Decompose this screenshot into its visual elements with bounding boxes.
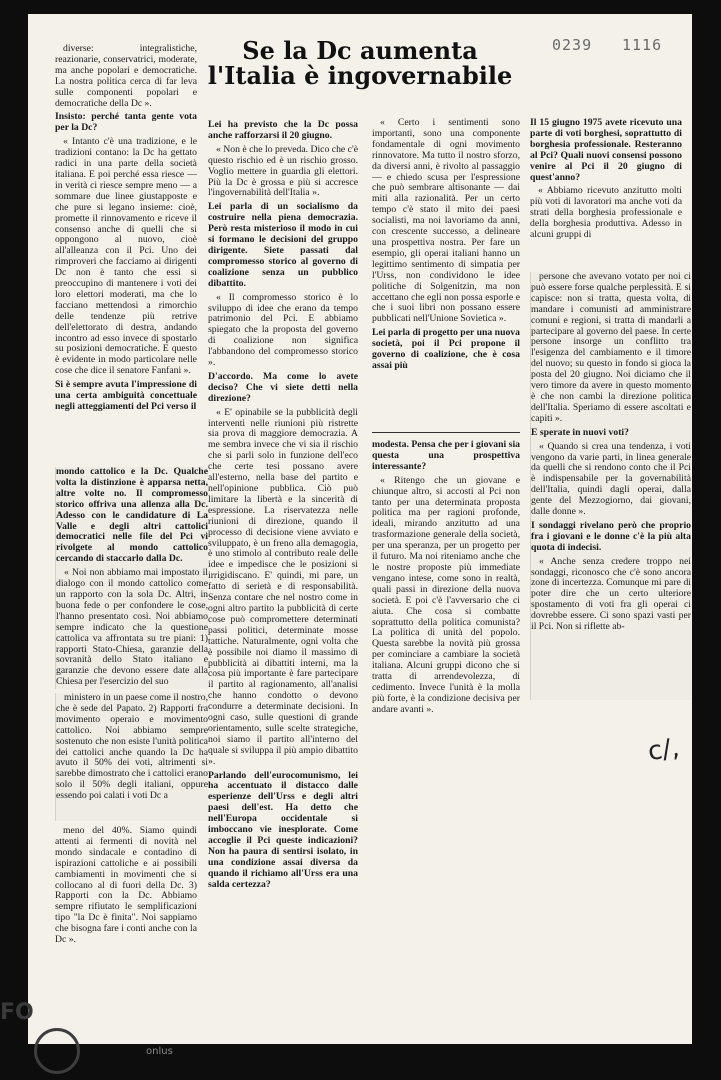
archive-watermark: FO: [0, 1000, 34, 1025]
question-paragraph: E sperate in nuovi voti?: [531, 426, 629, 438]
archive-code-left: 0239: [552, 36, 593, 54]
question-paragraph: modesta. Pensa che per i giovani sia questa una prospettiva interessante?: [372, 440, 520, 472]
question-paragraph: Parlando dell'eurocomunismo, lei ha accentuato il distacco dalle esperienze dell'Urss e degli altri paesi dell'est. Ha detto che nell'Europa occidentale si imboccano vie inesplorate. Come accoglie il Pci queste indicazioni? Non ha paura di sentirsi isolato, in una condizione assai diversa da quando il richiamo all'Urss era una salda certezza?: [208, 769, 358, 890]
column-1d: [55, 826, 197, 950]
question-paragraph: Lei parla di progetto per una nuova società, poi il Pci propone il governo di coalizione, che è cosa assai più: [372, 327, 520, 371]
archive-org-label: onlus: [146, 1046, 173, 1057]
answer-paragraph: « Certo i sentimenti sono importanti, sono una componente fondamentale di ogni movimento rinnovatore. Ma tutto il nostro sforzo, da diversi anni, è rivolto al passaggio — e chiedo scusa per l'espressione che può sembrare altisonante — dai miti alla razionalità. Per un certo tempo c'è stato il mito dei paesi socialisti, ma noi lavoriamo da anni, con crescente successo, a delineare una prospettiva nostra. Per fare un esempio, gli operai italiani hanno un legittimo sentimento di simpatia per l'Urss, non condividono le idee politiche di Solgenitzin, ma non accettano che egli non possa esporle e che i suoi libri non possano essere pubblicati nell'Unione Sovietica ».: [372, 118, 520, 325]
column-1c: [55, 693, 208, 821]
answer-paragraph: « Noi non abbiamo mai impostato il dialogo con il mondo cattolico come un rapporto con la sola Dc. Altri, in buona fede o per confondere le cose, l'hanno presentato così. Noi abbiamo sempre indicato che la questione cattolica va affrontata su tre piani: 1) rapporti Stato-Chiesa, garanzie della sovranità dello Stato italiano e garanzie che devono essere date alla Chiesa per l'esercizio del suo: [56, 567, 208, 688]
answer-paragraph: « Il compromesso storico è lo sviluppo di idee che erano da tempo patrimonio del Pci. E abbiamo spiegato che la proposta del governo di coalizione non significa l'abbandono del compromesso storico ».: [208, 291, 358, 369]
column-4a: [530, 118, 682, 266]
question-paragraph: I sondaggi rivelano però che proprio fra i giovani e le donne c'è la più alta quota di indecisi.: [531, 519, 691, 553]
answer-paragraph: « E' opinabile se la pubblicità degli interventi nelle riunioni più ristrette sia prova di maggiore democrazia. A me sembra invece che vi sia il rischio che si parli solo in funzione dell'eco che certe tesi possano avere all'esterno, nella base del partito e nell'opinione pubblica. Ciò può limitare la libertà e la sincerità di espressione. La riservatezza nelle riunioni di direzione, quando il processo di decisione viene avviato e sviluppato, è un freno alla demagogia, è uno stimolo al contributo reale delle idee e impedisce che le posizioni si irrigidiscano. E' quindi, mi pare, un fatto di serietà e di responsabilità. Senza contare che nel nostro come in ogni altro partito la pubblicità di certe cose può compromettere determinati passi politici, determinate mosse tattiche. Naturalmente, ogni volta che è possibile noi diamo il massimo di pubblicità ai dibattiti interni, ma la cosa più importante è fare partecipare il partito al ragionamento, all'analisi che hanno condotto o devono condurre a determinate decisioni. In ogni caso, sulle questioni di grande orientamento, sulle scelte strategiche, noi siamo il partito all'interno del quale si sviluppa il più ampio dibattito ».: [208, 406, 358, 767]
column-3a: [372, 118, 520, 430]
answer-paragraph: persone che avevano votato per noi ci può essere forse qualche perplessità. E si capisce: non si tratta, questa volta, di mandare i comunisti ad amministrare comuni e regioni, si tratta di mandarli a partecipare al governo del paese. In certe persone insorge un conflitto tra l'esigenza del cambiamento e il timore del nuovo; su questo in fondo si gioca la posta del 20 giugno. Noi diciamo che il vero timore da avere in questo momento è che non cambi la direzione politica dell'Italia. Speriamo di essere ascoltati e capiti ».: [531, 272, 691, 424]
answer-paragraph: « Abbiamo ricevuto anzitutto molti più voti di lavoratori ma anche voti da strati della borghesia professionale e della borghesia produttiva. Adesso in alcuni gruppi di: [530, 185, 682, 241]
answer-paragraph: meno del 40%. Siamo quindi attenti ai fermenti di novità nel mondo sindacale e contadino di ispirazioni cattoliche e ai possibili cambiamenti in movimenti che si collocano al di fuori della Dc. 3) Rapporti con la Dc. Abbiamo sempre rifiutato le semplificazioni tipo "la Dc è finita". Noi sappiamo che bisogna fare i conti anche con la Dc ».: [55, 826, 197, 946]
handwritten-mark: c/,: [646, 732, 682, 768]
article-headline: [205, 36, 515, 91]
question-paragraph: Lei parla di un socialismo da costruire nella piena democrazia. Però resta misterioso il modo in cui si formano le decisioni del gruppo dirigente. Siete passati dal compromesso storico al governo di coalizione senza un pubblico dibattito.: [208, 201, 358, 289]
column-1b: [55, 467, 208, 689]
column-1a: [55, 44, 197, 464]
question-paragraph: Lei ha previsto che la Dc possa anche rafforzarsi il 20 giugno.: [208, 120, 358, 141]
archive-logo-icon: [34, 1028, 80, 1074]
question-paragraph: D'accordo. Ma come lo avete deciso? Che vi siete detti nella direzione?: [208, 370, 358, 404]
column-3b: [372, 440, 520, 772]
column-4b: [530, 272, 691, 700]
answer-paragraph: « Quando si crea una tendenza, i voti vengono da varie parti, in linea generale da quelli che si rendono conto che il Pci è indispensabile per la governabilità dell'Italia, quindi dagli operai, dalla gente del Mezzogiorno, dai giovani, dalle donne ».: [531, 440, 691, 518]
headline-line-1: Se la Dc aumenta: [242, 36, 478, 65]
question-paragraph: mondo cattolico e la Dc. Qualche volta la distinzione è apparsa netta, altre volte no. Il compromesso storico offriva una allenza alla Dc. Adesso con le candidature di La Valle e degli altri cattolici democratici nelle file del Pci vi rivolgete al mondo cattolico cercando di staccarlo dalla Dc.: [56, 467, 208, 565]
headline-line-2: l'Italia è ingovernabile: [207, 61, 513, 91]
question-paragraph: Il 15 giugno 1975 avete ricevuto una parte di voti borghesi, soprattutto di borghesia professionale. Resteranno al Pci? Quali nuovi consensi possono venire al Pci il 20 giugno di quest'anno?: [530, 118, 682, 183]
column-2: [208, 120, 358, 1000]
answer-paragraph: diverse: integralistiche, reazionarie, conservatrici, moderate, ma anche popolari e democratiche. La nostra politica cerca di far leva sulle componenti popolari e democratiche della Dc ».: [55, 44, 197, 109]
answer-paragraph: « Non è che lo preveda. Dico che c'è questo rischio ed è un rischio grosso. Voglio mettere in guardia gli elettori. Più la Dc è grossa e più si accresce l'ingovernabilità dell'Italia ».: [208, 143, 358, 199]
answer-paragraph: « Intanto c'è una tradizione, e le tradizioni contano: la Dc ha gettato radici in una parte della società italiana. E poi perché essa riesce — in verità ci riesce sempre meno — a sommare due linee giustapposte e che pure si legano insieme: cioè, promette il rinnovamento e riceve il consenso anche di quelli che si oppongono al nuovo, cioè all'alleanza con il Pci. Uno dei rimproveri che facciamo ai dirigenti Dc non è tanto che essi si preoccupino di mantenere i voti dei loro elettori moderati, ma che lo facciano mettendosi a rimorchio delle tendenze più retrive dell'elettorato di destra, andando incontro ad esso invece di spostarlo su posizioni democratiche. E questo è evidente in modo particolare nelle cose che dice il senatore Fanfani ».: [55, 136, 197, 377]
archive-code-right: 1116: [622, 36, 663, 54]
column-3-divider: [372, 432, 520, 433]
answer-paragraph: « Anche senza credere troppo nei sondaggi, riconosco che c'è sono ancora zone di incertezza. Comunque mi pare di poter dire che un certo ulteriore spostamento di voti fra gli operai ci dovrebbe essere. Ci sono spazi vasti per il Pci. Non si riflette ab-: [531, 555, 691, 633]
question-paragraph: Si è sempre avuta l'impressione di una certa ambiguità concettuale negli atteggiamenti del Pci verso il: [55, 379, 197, 412]
question-paragraph: Insisto: perché tanta gente vota per la Dc?: [55, 111, 197, 134]
answer-paragraph: « Ritengo che un giovane e chiunque altro, si accosti al Pci non tanto per una determinata proposta politica ma per ragioni profonde, ideali, mirando anzitutto ad una trasformazione generale della società, per una speranza, per un progetto per il futuro. Ma noi riteniamo anche che le nostre proposte più immediate vengano intese, come sono in realtà, quali passi in direzione della nuova società. E poi c'è l'avversario che ci aiuta. Che cosa si combatte soprattutto della politica comunista? La politica di unità del popolo. Questa sarebbe la novità più grossa per cominciare a cambiare la società italiana. Alcuni gruppi dicono che si tratta di arrendevolezza, di cedimento. Invece l'unità è la molla più forte, è la condizione decisiva per andare avanti ».: [372, 474, 520, 715]
answer-paragraph: ministero in un paese come il nostro, che è sede del Papato. 2) Rapporti fra movimento operaio e movimento cattolico. Noi abbiamo sempre sostenuto che non esiste l'unità politica dei cattolici anche quando la Dc ha avuto il 50% dei voti, altrimenti si sarebbe dimostrato che i cattolici erano solo il 50% degli italiani, oppure essendo poi calati i voti Dc a: [56, 693, 208, 802]
